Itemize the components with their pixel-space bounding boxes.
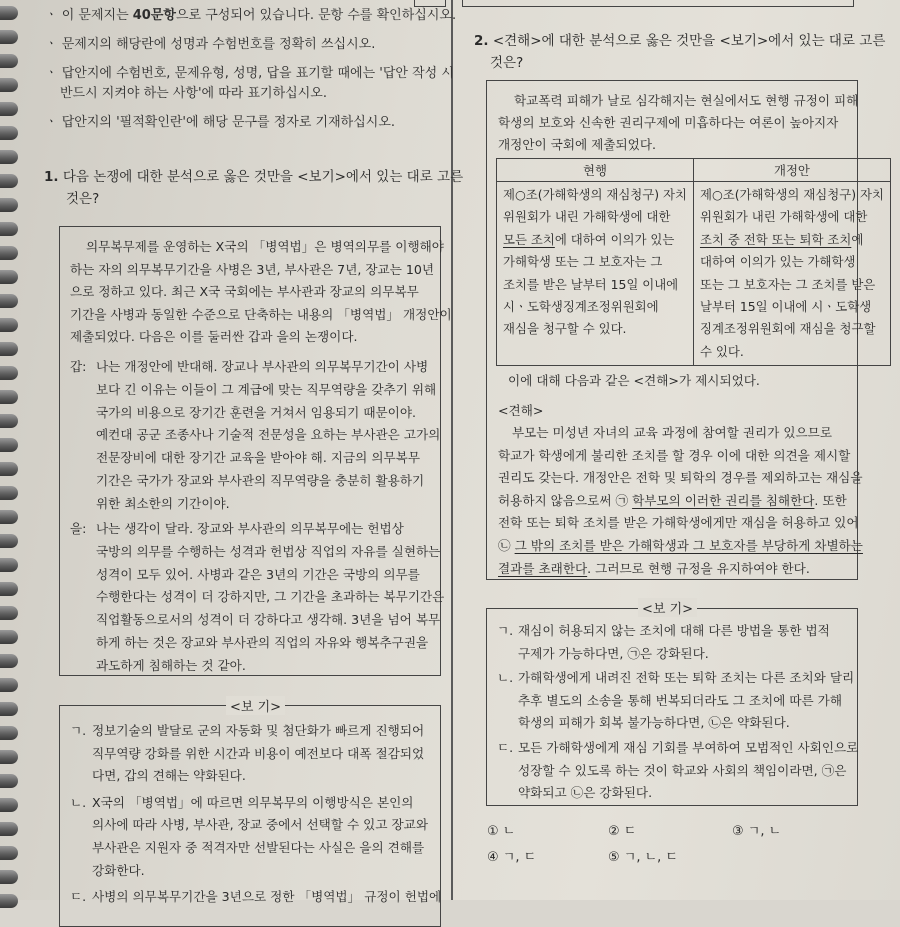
q1-bogi-line: 의사에 따라 사병, 부사관, 장교 중에서 선택할 수 있고 장교와 — [92, 817, 429, 833]
answer-choice-1[interactable]: ① ㄴ — [487, 824, 516, 839]
q2-view-line — [512, 422, 832, 445]
q2-bogi-line: 모든 가해학생에게 재심 기회를 부여하여 모범적인 사회인으로 — [518, 740, 859, 755]
spiral-ring — [0, 798, 18, 812]
q2-view-title: <견해> — [498, 403, 544, 418]
q1-bogi-label: ㄷ. — [70, 889, 87, 905]
q2-bogi-line: 추후 별도의 소송을 통해 번복되더라도 그 조치에 따른 가해 — [518, 692, 842, 708]
spiral-ring — [0, 414, 18, 428]
instruction-2: ㆍ 문제지의 해당란에 성명과 수험번호를 정확히 쓰십시오. — [45, 37, 376, 52]
spiral-ring — [0, 150, 18, 164]
q2-stem: 2. <견해>에 대한 분석으로 옳은 것만을 <보기>에서 있는 대로 고른 — [474, 33, 886, 49]
spiral-ring — [0, 534, 18, 548]
header-box-right — [462, 0, 854, 7]
spiral-ring — [0, 558, 18, 572]
q1-passage-line: 으로 정하고 있다. 최근 X국 국회에는 부사관과 장교의 의무복무 — [70, 284, 419, 299]
spiral-ring — [0, 582, 18, 596]
spiral-ring — [0, 78, 18, 92]
spiral-ring — [0, 6, 18, 20]
view-text: . 또한 — [814, 492, 847, 508]
view-text: 전학 또는 퇴학 조치를 받은 가해학생에게만 재심을 허용하고 있어 — [498, 515, 859, 531]
q1-gap-line: 나는 개정안에 반대해. 장교나 부사관의 의무복무기간이 사병 — [96, 359, 429, 374]
q1-gap-line: 예컨대 공군 조종사나 기술적 전문성을 요하는 부사관은 고가의 — [96, 427, 441, 443]
q1-eul-line: 직업활동으로서의 성격이 더 강하다고 생각해. 3년을 넘어 복무 — [96, 612, 441, 628]
q1-bogi-label: ㄴ. — [70, 794, 87, 810]
column-divider — [451, 0, 453, 900]
answer-choice-3[interactable]: ③ ㄱ, ㄴ — [732, 824, 782, 839]
q2-view-line — [498, 512, 859, 535]
q2-stem-cont: 것은? — [490, 55, 524, 71]
q2-bogi-line: 재심이 허용되지 않는 조치에 대해 다른 방법을 통한 법적 — [518, 623, 830, 638]
spiral-binding — [0, 0, 26, 900]
q1-stem-cont: 것은? — [66, 191, 100, 207]
spiral-ring — [0, 750, 18, 764]
spiral-ring — [0, 30, 18, 44]
q1-passage-line: 하는 자의 의무복무기간을 사병은 3년, 부사관은 7년, 장교는 10년 — [70, 261, 435, 277]
q1-eul-line: 하게 하는 것은 장교와 부사관의 직업의 자유와 행복추구권을 — [96, 635, 429, 650]
q2-bogi-label: ㄷ. — [497, 740, 514, 755]
q1-eul-line: 수행한다는 성격이 더 강하지만, 그 기간을 초과하는 복무기간은 — [96, 589, 445, 605]
spiral-ring — [0, 246, 18, 260]
q2-view-line — [498, 558, 810, 581]
spiral-ring — [0, 630, 18, 644]
table-cell-revised: 제○조(가해학생의 재심청구) 자치 위원회가 내린 가해학생에 대한 조치 중 전학 또는 퇴학 조치에 대하여 이의가 있는 가해학생 또는 그 보호자는 그 조치를 받은 날부터 15일 이내에 시ㆍ도학생 징계조정위원회에 재심을 청구할 수 있다. — [693, 182, 890, 366]
q1-eul-line: 나는 생각이 달라. 장교와 부사관의 의무복무에는 헌법상 — [96, 521, 404, 536]
spiral-ring — [0, 774, 18, 788]
q2-after-table: 이에 대해 다음과 같은 <견해>가 제시되었다. — [508, 373, 760, 388]
spiral-ring — [0, 678, 18, 692]
answer-choice-4[interactable]: ④ ㄱ, ㄷ — [487, 850, 537, 865]
spiral-ring — [0, 366, 18, 380]
q1-stem: 1. 다음 논쟁에 대한 분석으로 옳은 것만을 <보기>에서 있는 대로 고른 — [44, 169, 464, 185]
q1-bogi-line: 직무역량 강화를 위한 시간과 비용이 예전보다 대폭 절감되었 — [92, 745, 425, 761]
spiral-ring — [0, 294, 18, 308]
speaker-eul-label: 을: — [70, 521, 87, 536]
spiral-ring — [0, 822, 18, 836]
q1-bogi-line: 강화한다. — [92, 862, 145, 878]
spiral-ring — [0, 894, 18, 908]
spiral-ring — [0, 462, 18, 476]
q1-passage-line: 의무복무제를 운영하는 X국의 「병역법」은 병역의무를 이행해야 — [86, 239, 444, 254]
spiral-ring — [0, 654, 18, 668]
spiral-ring — [0, 342, 18, 356]
spiral-ring — [0, 126, 18, 140]
spiral-ring — [0, 174, 18, 188]
table-head-revised: 개정안 — [693, 159, 890, 182]
q1-eul-line: 국방의 의무를 수행하는 성격과 헌법상 직업의 자유를 실현하는 — [96, 543, 441, 559]
spiral-ring — [0, 846, 18, 860]
q2-bogi-line: 학생의 피해가 회복 불가능하다면, ㉡은 약화된다. — [518, 715, 790, 731]
view-text: 부모는 미성년 자녀의 교육 과정에 참여할 권리가 있으므로 — [512, 425, 832, 440]
q1-eul-line: 성격이 모두 있어. 사병과 같은 3년의 기간은 국방의 의무를 — [96, 566, 420, 582]
spiral-ring — [0, 726, 18, 740]
spiral-ring — [0, 198, 18, 212]
q2-intro-line: 개정안이 국회에 제출되었다. — [498, 137, 656, 152]
q1-bogi-title: <보 기> — [226, 696, 285, 715]
q1-gap-line: 위한 최소한의 기간이야. — [96, 495, 230, 511]
spiral-ring — [0, 486, 18, 500]
view-text: ㉡ — [498, 538, 515, 553]
q1-gap-line: 국가의 비용으로 장기간 훈련을 거쳐서 임용되기 때문이야. — [96, 404, 416, 420]
q1-gap-line: 보다 긴 이유는 이들이 그 계급에 맞는 직무역량을 갖추기 위해 — [96, 381, 437, 397]
view-underlined: 그 밖의 조치를 받은 가해학생과 그 보호자를 부당하게 차별하는 — [514, 538, 863, 553]
q1-gap-line: 기간은 국가가 장교와 부사관의 직무역량을 충분히 활용하기 — [96, 473, 425, 488]
answer-choice-2[interactable]: ② ㄷ — [608, 824, 637, 839]
instruction-3: ㆍ 답안지에 수험번호, 문제유형, 성명, 답을 표기할 때에는 '답안 작성 시 — [45, 66, 454, 81]
comparison-table — [496, 158, 891, 366]
q1-gap-line: 전문장비에 대한 장기간 교육을 받아야 해. 지금의 의무복무 — [96, 450, 420, 466]
spiral-ring — [0, 102, 18, 116]
q1-bogi-line: 다면, 갑의 견해는 약화된다. — [92, 768, 246, 784]
spiral-ring — [0, 270, 18, 284]
q2-intro-line: 학생의 보호와 신속한 권리구제에 미흡하다는 여론이 높아지자 — [498, 115, 839, 130]
view-text: 허용하지 않음으로써 ㉠ — [498, 492, 633, 508]
q2-bogi-line: 성장할 수 있도록 하는 것이 학교와 사회의 책임이라면, ㉠은 — [518, 762, 847, 778]
spiral-ring — [0, 438, 18, 452]
q1-passage-line: 기간을 사병과 동일한 수준으로 단축하는 내용의 「병역법」 개정안이 — [70, 306, 452, 322]
view-underlined: 학부모의 이러한 권리를 침해한다 — [632, 492, 815, 508]
q2-bogi-label: ㄱ. — [497, 623, 514, 638]
q2-bogi-line: 구제가 가능하다면, ㉠은 강화된다. — [518, 645, 709, 661]
view-text: 학교가 학생에게 불리한 조치를 할 경우 이에 대한 의견을 제시할 — [498, 447, 851, 463]
spiral-ring — [0, 702, 18, 716]
answer-choice-5[interactable]: ⑤ ㄱ, ㄴ, ㄷ — [608, 850, 678, 865]
instruction-1: ㆍ 이 문제지는 40문항으로 구성되어 있습니다. 문항 수를 확인하십시오. — [45, 8, 457, 23]
q1-eul-line: 과도하게 침해하는 것 같아. — [96, 657, 246, 673]
q1-bogi-line: X국의 「병역법」에 따르면 의무복무의 이행방식은 본인의 — [92, 794, 414, 810]
spiral-ring — [0, 606, 18, 620]
spiral-ring — [0, 318, 18, 332]
spiral-ring — [0, 54, 18, 68]
spiral-ring — [0, 390, 18, 404]
q2-view-line — [498, 445, 850, 468]
q2-bogi-title: <보 기> — [638, 598, 697, 617]
spiral-ring — [0, 870, 18, 884]
q2-intro-line: 학교폭력 피해가 날로 심각해지는 현실에서도 현행 규정이 피해 — [514, 93, 859, 108]
q1-bogi-label: ㄱ. — [70, 723, 87, 738]
q2-bogi-label: ㄴ. — [497, 670, 514, 686]
q2-view-line — [498, 490, 847, 513]
view-underlined: 결과를 초래한다 — [498, 560, 588, 576]
q2-bogi-line: 약화되고 ㉡은 강화된다. — [518, 785, 653, 801]
q1-bogi-line: 부사관은 지원자 중 적격자만 선발된다는 사실은 을의 견해를 — [92, 840, 425, 855]
table-cell-current: 제○조(가해학생의 재심청구) 자치 위원회가 내린 가해학생에 대한 모든 조치에 대하여 이의가 있는 가해학생 또는 그 보호자는 그 조치를 받은 날부터 15일 이내에 시ㆍ도학생징계조정위원회에 재심을 청구할 수 있다. — [497, 182, 694, 366]
q2-view-line — [498, 535, 863, 558]
q2-bogi-line: 가해학생에게 내려진 전학 또는 퇴학 조치는 다른 조치와 달리 — [518, 670, 855, 686]
table-head-current: 현행 — [497, 159, 694, 182]
speaker-gap-label: 갑: — [70, 359, 87, 374]
view-text: . 그러므로 현행 규정을 유지하여야 한다. — [587, 560, 810, 576]
instruction-4: ㆍ 답안지의 '필적확인란'에 해당 문구를 정자로 기재하십시오. — [45, 115, 396, 130]
spiral-ring — [0, 222, 18, 236]
view-text: 권리도 갖는다. 개정안은 전학 및 퇴학의 경우를 제외하고는 재심을 — [498, 470, 863, 486]
q1-passage-line: 제출되었다. 다음은 이를 둘러싼 갑과 을의 논쟁이다. — [70, 329, 358, 344]
q2-view-line — [498, 467, 863, 490]
instruction-3-cont: 반드시 지켜야 하는 사항'에 따라 표기하십시오. — [60, 86, 327, 101]
spiral-ring — [0, 510, 18, 524]
q1-bogi-line: 정보기술의 발달로 군의 자동화 및 첨단화가 빠르게 진행되어 — [92, 723, 425, 738]
q1-bogi-line: 사병의 의무복무기간을 3년으로 정한 「병역법」 규정이 헌법에 — [92, 889, 442, 905]
